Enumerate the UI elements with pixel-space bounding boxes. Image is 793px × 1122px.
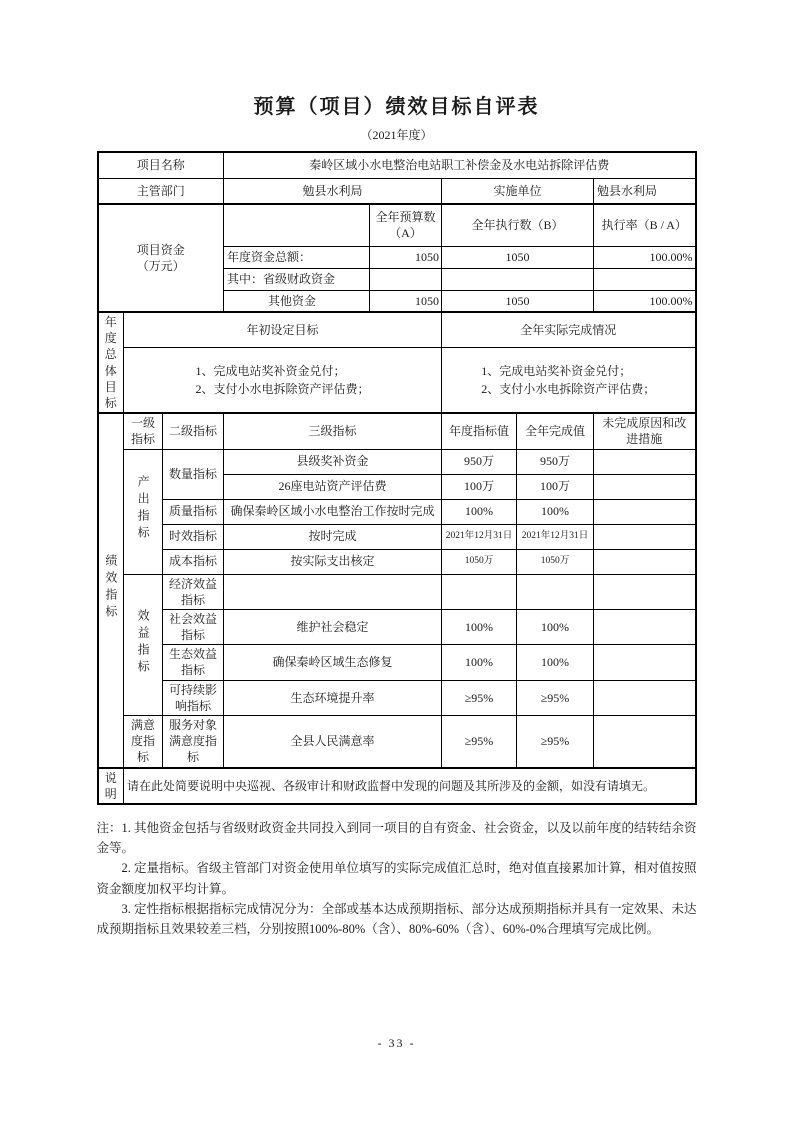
table-row-indicator	[98, 574, 696, 609]
target-cell: 100%	[442, 609, 517, 644]
footnote-3: 3. 定性指标根据指标完成情况分为：全部或基本达成预期指标、部分达成预期指标并具有一定效果、未达成预期指标且效果较差三档，分别按照100%-80%（含）、80%-60%（含）、60%-0%合理填写完成比例。	[96, 901, 697, 937]
target-cell: ≥95%	[442, 680, 517, 715]
footnotes	[97, 818, 697, 940]
self-evaluation-table	[97, 151, 697, 805]
goal-actual-line-1: 1、完成电站奖补资金兑付；	[481, 364, 632, 379]
actual-cell: 2021年12月31日	[517, 524, 594, 549]
level1-output: 产出指标	[124, 449, 163, 574]
level2-social: 社会效益指标	[163, 609, 224, 644]
table-row-indicator	[98, 609, 696, 644]
header-note: 未完成原因和改进措施	[594, 413, 696, 449]
table-row-funds-header	[98, 204, 696, 246]
target-cell: 100万	[442, 474, 517, 499]
goal-set-line-1: 1、完成电站奖补资金兑付；	[195, 364, 346, 379]
funds-label-line1: 项目资金	[136, 242, 185, 257]
table-row-indicator	[98, 524, 696, 549]
funds-col-rate: 执行率（B / A）	[594, 204, 696, 246]
note-cell	[594, 574, 696, 609]
impl-label: 实施单位	[442, 178, 594, 204]
level3-cell: 确保秦岭区域生态修复	[224, 645, 442, 680]
goals-row-label: 年度总体目标	[98, 312, 124, 413]
table-row-indicator	[98, 716, 696, 768]
target-cell: 1050万	[442, 549, 517, 574]
level2-service-satisfaction: 服务对象满意度指标	[163, 716, 224, 768]
table-row-department	[98, 178, 696, 204]
target-cell: 100%	[442, 499, 517, 524]
funds-provincial-budget	[370, 268, 442, 290]
page-subtitle: （2021年度）	[360, 128, 433, 142]
actual-cell: ≥95%	[517, 680, 594, 715]
page-content	[97, 0, 697, 939]
funds-total-rate: 100.00%	[594, 246, 696, 268]
target-cell: 100%	[442, 645, 517, 680]
funds-label	[98, 204, 224, 312]
goals-set-cell	[124, 348, 442, 413]
level2-timeliness: 时效指标	[163, 524, 224, 549]
level3-cell	[224, 574, 442, 609]
level3-cell: 26座电站资产评估费	[224, 474, 442, 499]
note-cell	[594, 524, 696, 549]
header-level2: 二级指标	[163, 413, 224, 449]
funds-other-budget: 1050	[370, 290, 442, 312]
funds-total-exec: 1050	[442, 246, 594, 268]
table-row-indicator	[98, 499, 696, 524]
note-cell	[594, 645, 696, 680]
level2-quality: 质量指标	[163, 499, 224, 524]
header-target: 年度指标值	[442, 413, 517, 449]
level3-cell: 生态环境提升率	[224, 680, 442, 715]
table-row-goals-content	[98, 348, 696, 413]
level3-cell: 县级奖补资金	[224, 449, 442, 474]
goals-actual-cell	[442, 348, 696, 413]
header-actual: 全年完成值	[517, 413, 594, 449]
page-number: - 33 -	[377, 1036, 416, 1050]
table-row-indicator	[98, 680, 696, 715]
header-level1: 一级指标	[124, 413, 163, 449]
funds-total-budget: 1050	[370, 246, 442, 268]
actual-cell: 100%	[517, 609, 594, 644]
level3-cell: 全县人民满意率	[224, 716, 442, 768]
level2-cost: 成本指标	[163, 549, 224, 574]
level1-satisfaction: 满意度指标	[124, 716, 163, 768]
funds-total-label: 年度资金总额：	[224, 246, 370, 268]
footnote-2: 2. 定量指标。省级主管部门对资金使用单位填写的实际完成值汇总时，绝对值直接累加计算，相对值按照资金额度加权平均计算。	[96, 861, 697, 896]
funds-other-label: 其他资金	[224, 290, 370, 312]
header-level3: 三级指标	[224, 413, 442, 449]
level2-quantity: 数量指标	[163, 449, 224, 499]
remark-label: 说明	[98, 768, 124, 804]
target-cell	[442, 574, 517, 609]
funds-col-exec: 全年执行数（B）	[442, 204, 594, 246]
level2-economic: 经济效益指标	[163, 574, 224, 609]
dept-label: 主管部门	[98, 178, 224, 204]
indicators-vertical-label: 绩效指标	[98, 413, 124, 767]
note-cell	[594, 716, 696, 768]
funds-other-exec: 1050	[442, 290, 594, 312]
project-name-label: 项目名称	[98, 152, 224, 178]
impl-value: 勉县水利局	[594, 178, 696, 204]
table-row-project-name	[98, 152, 696, 178]
level3-cell: 按实际支出核定	[224, 549, 442, 574]
dept-value: 勉县水利局	[224, 178, 442, 204]
funds-provincial-rate	[594, 268, 696, 290]
actual-cell: 100%	[517, 499, 594, 524]
level3-cell: 确保秦岭区域小水电整治工作按时完成	[224, 499, 442, 524]
goals-col-set: 年初设定目标	[124, 312, 442, 348]
project-name-value: 秦岭区域小水电整治电站职工补偿金及水电站拆除评估费	[224, 152, 696, 178]
actual-cell	[517, 574, 594, 609]
table-row-remark	[98, 768, 696, 804]
level3-cell: 按时完成	[224, 524, 442, 549]
actual-cell: 100%	[517, 645, 594, 680]
note-cell	[594, 609, 696, 644]
level1-benefit: 效益指标	[124, 574, 163, 716]
note-cell	[594, 499, 696, 524]
goal-set-line-2: 2、支付小水电拆除资产评估费；	[195, 382, 370, 397]
target-cell: ≥95%	[442, 716, 517, 768]
footnote-1: 注：1. 其他资金包括与省级财政资金共同投入到同一项目的自有资金、社会资金，以及以前年度的结转结余资金等。	[96, 820, 697, 856]
remark-text: 请在此处简要说明中央巡视、各级审计和财政监督中发现的问题及其所涉及的金额，如没有请填无。	[124, 768, 696, 804]
table-row-indicator	[98, 449, 696, 474]
level2-sustainable: 可持续影响指标	[163, 680, 224, 715]
table-row-indicator	[98, 549, 696, 574]
page-title: 预算（项目）绩效目标自评表	[253, 96, 540, 118]
funds-col-budget: 全年预算数（A）	[370, 204, 442, 246]
funds-provincial-exec	[442, 268, 594, 290]
note-cell	[594, 474, 696, 499]
funds-label-line2: （万元）	[136, 259, 185, 273]
goals-col-actual: 全年实际完成情况	[442, 312, 696, 348]
actual-cell: 950万	[517, 449, 594, 474]
table-row-goals-header	[98, 312, 696, 348]
funds-provincial-label: 其中：省级财政资金	[224, 268, 370, 290]
goal-actual-line-2: 2、支付小水电拆除资产评估费；	[481, 382, 656, 397]
level2-ecological: 生态效益指标	[163, 645, 224, 680]
note-cell	[594, 449, 696, 474]
actual-cell: ≥95%	[517, 716, 594, 768]
table-row-indicator	[98, 645, 696, 680]
note-cell	[594, 680, 696, 715]
target-cell: 950万	[442, 449, 517, 474]
table-row-indicators-header	[98, 413, 696, 449]
funds-header-spacer	[224, 204, 370, 246]
actual-cell: 100万	[517, 474, 594, 499]
funds-other-rate: 100.00%	[594, 290, 696, 312]
target-cell: 2021年12月31日	[442, 524, 517, 549]
actual-cell: 1050万	[517, 549, 594, 574]
level3-cell: 维护社会稳定	[224, 609, 442, 644]
note-cell	[594, 549, 696, 574]
